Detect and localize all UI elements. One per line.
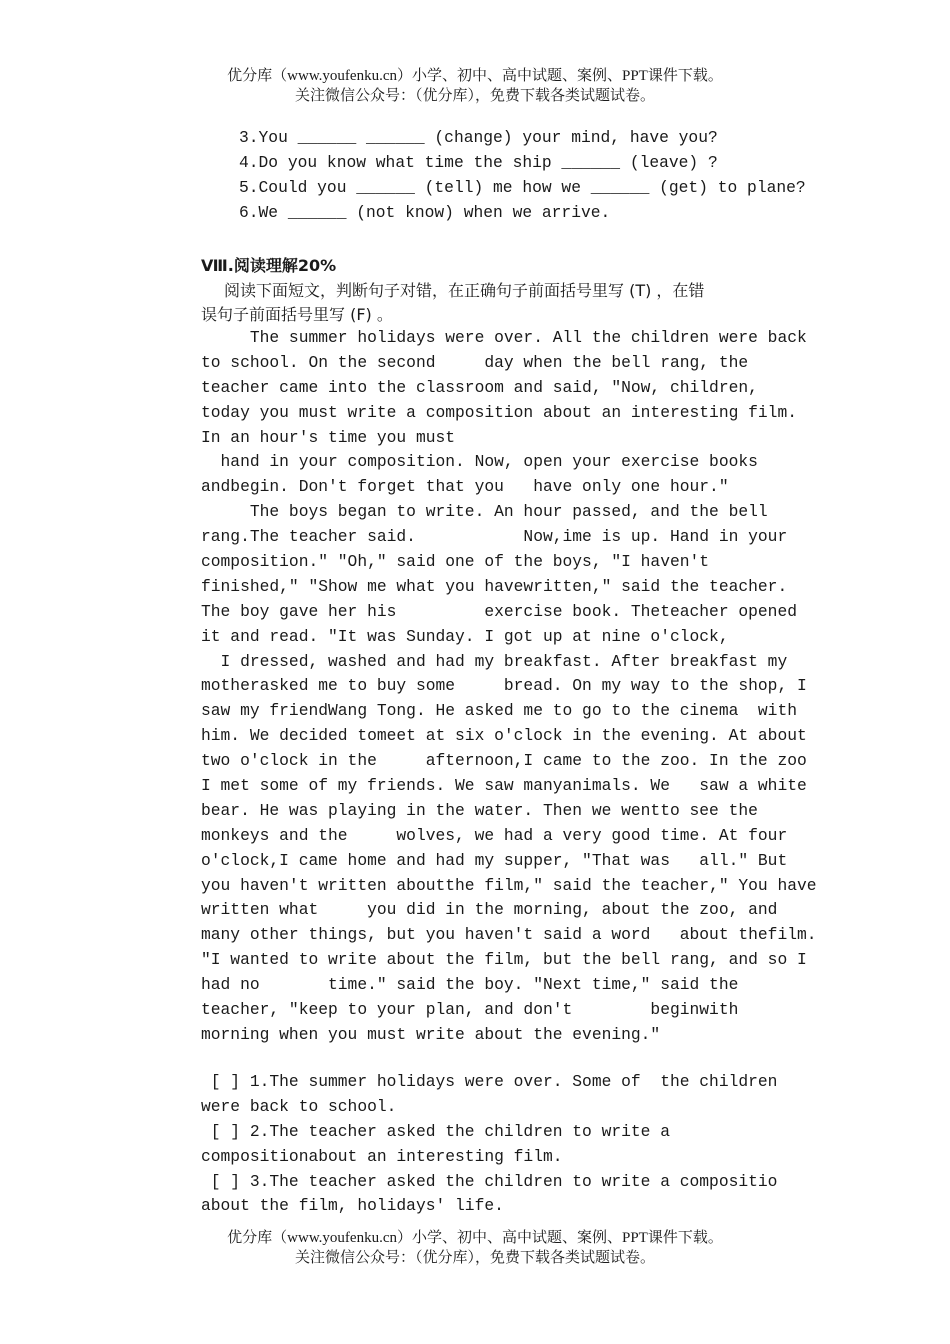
page-footer [0,1228,950,1268]
instruction-line-1: 阅读下面短文，判断句子对错，在正确句子前面括号里写 (T) ，在错 [224,281,705,300]
passage-line: today you must write a composition about an interesting film. [201,402,797,422]
footer-line-2: 关注微信公众号：（优分库），免费下载各类试题试卷。 [294,1250,655,1266]
question-2: [ ] 2.The teacher asked the children to write a [201,1121,670,1141]
passage-line: o'clock,I came home and had my supper, "That was all." But [201,850,788,870]
question-1-cont: were back to school. [201,1096,397,1116]
passage-line: it and read. "It was Sunday. I got up at nine o'clock, [201,626,729,646]
passage-line: saw my friendWang Tong. He asked me to go to the cinema with [201,701,797,721]
passage-line: The boys began to write. An hour passed, and the bell [201,502,768,522]
true-false-questions [201,1070,811,1219]
passage-line: The boy gave her his exercise book. Theteacher opened [201,601,797,621]
passage-line: many other things, but you haven't said a word about thefilm. [201,925,817,945]
passage-line: "I wanted to write about the film, but the bell rang, and so I [201,950,807,970]
passage-line: had no time." said the boy. "Next time," said the [201,975,739,995]
exercise-5: 5.Could you ______ (tell) me how we ______ (get) to plane? [239,178,806,197]
question-1: [ ] 1.The summer holidays were over. Some of the children [201,1072,778,1091]
passage-line: you haven't written aboutthe film," said the teacher," You have [201,875,817,895]
passage-line: bear. He was playing in the water. Then we wentto see the [201,800,758,820]
passage-line: I dressed, washed and had my breakfast. After breakfast my [201,651,788,671]
passage-line: written what you did in the morning, about the zoo, and [201,900,778,920]
passage-line: I met some of my friends. We saw manyanimals. We saw a white [201,776,807,796]
footer-line-1: 优分库（www.youfenku.cn）小学、初中、高中试题、案例、PPT课件下载。 [227,1230,723,1246]
exercise-6: 6.We ______ (not know) when we arrive. [239,203,611,222]
passage-line: rang.The teacher said. Now,ime is up. Hand in your [201,527,788,547]
reading-passage [201,326,817,1048]
question-3: [ ] 3.The teacher asked the children to write a compositio [201,1171,778,1191]
passage-line: teacher came into the classroom and said, "Now, children, [201,377,758,397]
exercise-3: 3.You ______ ______ (change) your mind, have you? [239,128,718,147]
passage-line: andbegin. Don't forget that you have only one hour." [201,477,729,497]
passage-line: teacher, "keep to your plan, and don't beginwith [201,1000,739,1020]
question-2-cont: compositionabout an interesting film. [201,1146,563,1166]
passage-line: finished," "Show me what you havewritten," said the teacher. [201,576,788,596]
passage-line: In an hour's time you must [201,427,456,447]
instruction-line-2: 误句子前面括号里写 (F) 。 [201,305,393,324]
exercise-4: 4.Do you know what time the ship ______ (leave) ? [239,153,718,172]
header-line-2: 关注微信公众号：（优分库），免费下载各类试题试卷。 [294,88,655,104]
passage-line: to school. On the second day when the bell rang, the [201,352,749,372]
passage-line: hand in your composition. Now, open your exercise books [201,452,758,472]
passage-line: two o'clock in the afternoon,I came to the zoo. In the zoo [201,751,807,771]
question-3-cont: about the film, holidays' life. [201,1196,504,1216]
passage-line: motherasked me to buy some bread. On my way to the shop, I [201,676,807,696]
passage-line: monkeys and the wolves, we had a very good time. At four [201,825,788,845]
passage-line: him. We decided tomeet at six o'clock in the evening. At about [201,726,807,746]
section-heading: Ⅷ.阅读理解20% [201,256,337,275]
header-line-1: 优分库（www.youfenku.cn）小学、初中、高中试题、案例、PPT课件下载。 [227,68,723,84]
passage-line: morning when you must write about the evening." [201,1024,661,1044]
passage-line: composition." "Oh," said one of the boys, "I haven't [201,552,710,572]
page-header [0,66,950,106]
passage-line: The summer holidays were over. All the children were back [201,328,807,347]
